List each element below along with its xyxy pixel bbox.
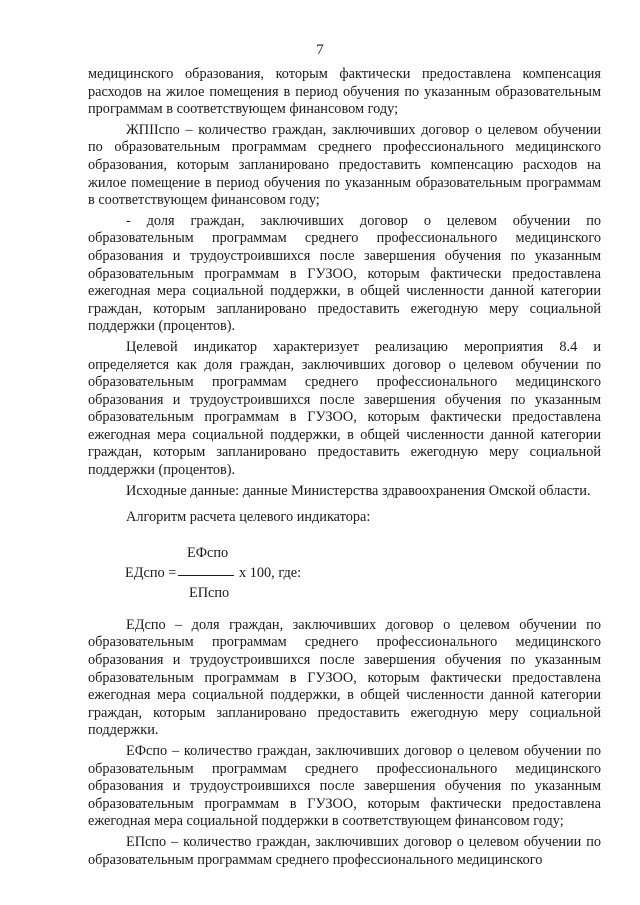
algorithm-heading: Алгоритм расчета целевого индикатора: [126,509,371,526]
formula-lhs: ЕДспо = [125,564,177,581]
paragraph-target-indicator: Целевой индикатор характеризует реализацию мероприятия 8.4 и определяется как доля граждан, заключивших договор о целевом обучении по образовательным программам среднего профессионального медицинского образования и трудоустроившихся после завершения обучения по указанным образовательным программам в ГУЗОО, которым фактически предоставлена ежегодная мера социальной поддержки, в общей численности данной категории граждан, которым запланировано предоставить ежегодную меру социальной поддержки (процентов). [88,338,601,479]
formula-rhs: х 100, где: [239,564,302,581]
paragraph-share-definition: - доля граждан, заключивших договор о целевом обучении по образовательным программам среднего профессионального медицинского образования и трудоустроившихся после завершения обучения по указанным образовательным программам в ГУЗОО, которым фактически предоставлена ежегодная мера социальной поддержки, в общей численности данной категории граждан, которым запланировано предоставить ежегодную меру социальной поддержки (процентов). [88,212,601,335]
formula [88,531,601,611]
document-body [88,66,601,872]
paragraph-edspo-definition: ЕДспо – доля граждан, заключивших договор о целевом обучении по образовательным программам среднего профессионального медицинского образования и трудоустроившихся после завершения обучения по указанным образовательным программам в ГУЗОО, которым фактически предоставлена ежегодная мера социальной поддержки, в общей численности данной категории граждан, которым запланировано предоставить ежегодную меру социальной поддержки. [88,616,601,739]
paragraph-source-data: Исходные данные: данные Министерства здравоохранения Омской области. [126,482,591,499]
paragraph-continuation: медицинского образования, которым фактически предоставлена компенсация расходов на жилое помещения в период обучения по указанным образовательным программам в соответствующем финансовом году; [88,66,601,118]
paragraph-efspo-definition: ЕФспо – количество граждан, заключивших договор о целевом обучении по образовательным программам среднего профессионального медицинского образования и трудоустроившихся после завершения обучения по указанным образовательным программам в ГУЗОО, которым фактически предоставлена ежегодная мера социальной поддержки в соответствующем финансовом году; [88,743,601,830]
formula-denominator: ЕПспо [189,584,230,601]
formula-numerator: ЕФспо [187,544,229,561]
formula-fraction-line [178,575,234,576]
paragraph-zhpi-definition: ЖПIIспо – количество граждан, заключивших договор о целевом обучении по образовательным программам среднего профессионального медицинского образования, которым запланировано предоставить компенсацию расходов на жилое помещение в период обучения по указанным образовательным программам в соответствующем финансовом году; [88,121,601,209]
page-number: 7 [316,42,324,58]
paragraph-epspo-definition: ЕПспо – количество граждан, заключивших договор о целевом обучении по образовательным программам среднего профессионального медицинского [88,833,601,868]
